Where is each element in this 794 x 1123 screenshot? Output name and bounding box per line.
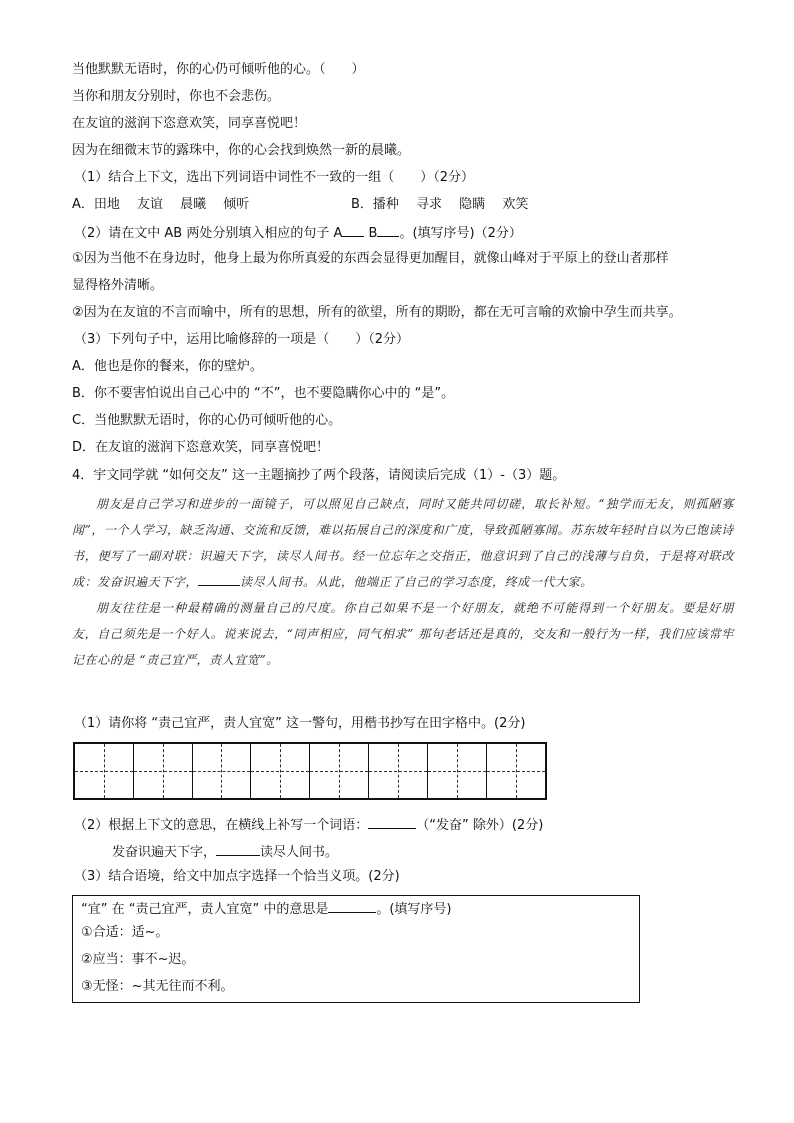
subquestion-2-line-blank[interactable] <box>216 841 260 856</box>
question-2-mid: B <box>368 226 378 241</box>
grid-cell[interactable] <box>134 744 193 798</box>
subquestion-2-prefix: （2）根据上下文的意思，在横线上补写一个词语： <box>74 818 369 833</box>
question-1: （1）结合上下文，选出下列词语中词性不一致的一组（ ）（2分） <box>74 170 475 185</box>
grid-cell[interactable] <box>251 744 310 798</box>
question-4: 4．宇文同学就 “如何交友” 这一主题摘抄了两个段落，请阅读后完成（1）-（3）题。 <box>72 468 566 483</box>
subquestion-1: （1）请你将 “责己宜严，责人宜宽” 这一警句，用楷书抄写在田字格中。(2分) <box>74 716 526 731</box>
question-3-option-b: B．你不要害怕说出自己心中的 “不”，也不要隐瞒你心中的 “是”。 <box>72 386 455 401</box>
grid-cell[interactable] <box>193 744 252 798</box>
subquestion-2-line <box>112 841 338 863</box>
reading-passage <box>72 491 734 673</box>
subquestion-2-blank[interactable] <box>368 814 416 829</box>
sentence-1-line-b: 显得格外清晰。 <box>72 278 164 293</box>
subquestion-2-suffix: （“发奋” 除外）(2分) <box>416 818 544 833</box>
subquestion-2-line-suffix: 读尽人间书。 <box>260 845 339 860</box>
grid-cell[interactable] <box>369 744 428 798</box>
question-3: （3）下列句子中，运用比喻修辞的一项是（ ）（2分） <box>74 332 410 347</box>
answer-blank-b[interactable] <box>377 222 399 237</box>
subquestion-2-line-prefix: 发奋识遍天下字， <box>112 845 217 860</box>
question-2-suffix: 。(填写序号)（2分） <box>399 226 522 241</box>
passage-paragraph-2: 朋友往往是一种最精确的测量自己的尺度。你自己如果不是一个好朋友，就绝不可能得到一个好朋友。要是好朋友，自己须先是一个好人。说来说去，“同声相应，同气相求” 那句老话还是真的，交友和一般行为一样，我们应该常牢记在心的是 “责己宜严，责人宜宽”。 <box>72 601 734 667</box>
definition-blank[interactable] <box>328 898 376 913</box>
definition-prompt <box>81 898 452 920</box>
grid-cell[interactable] <box>428 744 487 798</box>
grid-cell[interactable] <box>487 744 546 798</box>
line-4: 因为在细微末节的露珠中，你的心会找到焕然一新的晨曦。 <box>72 143 411 158</box>
question-3-option-d: D．在友谊的滋润下恣意欢笑，同享喜悦吧！ <box>72 440 330 455</box>
sentence-2: ②因为在友谊的不言而喻中，所有的思想，所有的欲望，所有的期盼，都在无可言喻的欢愉中孕生而共享。 <box>72 305 682 320</box>
grid-cell[interactable] <box>75 744 134 798</box>
line-3: 在友谊的滋润下恣意欢笑，同享喜悦吧！ <box>72 116 307 131</box>
definition-option-3: ③无怪：~其无往而不利。 <box>81 979 234 994</box>
definition-option-2: ②应当：事不~迟。 <box>81 952 195 967</box>
tianzige-grid[interactable] <box>73 742 547 800</box>
grid-cell[interactable] <box>310 744 369 798</box>
passage-paragraph-1-part-a: 朋友是自己学习和进步的一面镜子，可以照见自己缺点，同时又能共同切磋，取长补短。“独学而无友，则孤陋寡闻”，一个人学习，缺乏沟通、交流和反馈，难以拓展自己的深度和广度，导致孤陋寡闻。苏东坡年轻时自以为已饱读诗书，便写了一副对联：识遍天下字，读尽人间书。经一位忘年之交指正，他意识到了自己的浅薄与自负，于是将对联改成：发奋识遍天下字， <box>72 497 734 589</box>
question-1-option-a: A．田地 友谊 晨曦 倾听 <box>72 197 250 212</box>
question-1-option-b: B．播种 寻求 隐瞒 欢笑 <box>351 197 529 212</box>
definition-prompt-suffix: 。(填写序号) <box>376 902 452 917</box>
line-1: 当他默默无语时，你的心仍可倾听他的心。（ ） <box>72 62 365 77</box>
subquestion-3: （3）结合语境，给文中加点字选择一个恰当义项。(2分) <box>74 869 400 884</box>
definition-prompt-prefix: “宜” 在 “责己宜严，责人宜宽” 中的意思是 <box>81 902 329 917</box>
subquestion-2 <box>74 814 543 836</box>
question-2 <box>74 222 522 244</box>
question-3-option-a: A．他也是你的餐来，你的壁炉。 <box>72 359 263 374</box>
question-3-option-c: C．当他默默无语时，你的心仍可倾听他的心。 <box>72 413 342 428</box>
question-2-prefix: （2）请在文中 AB 两处分别填入相应的句子 A <box>74 226 343 241</box>
line-2: 当你和朋友分别时，你也不会悲伤。 <box>72 89 281 104</box>
passage-blank[interactable] <box>198 571 240 586</box>
sentence-1-line-a: ①因为当他不在身边时，他身上最为你所真爱的东西会显得更加醒目，就像山峰对于平原上的登山者那样 <box>72 251 669 266</box>
passage-paragraph-1-part-b: 读尽人间书。从此，他端正了自己的学习态度，终成一代大家。 <box>240 575 593 589</box>
definition-option-1: ①合适：适~。 <box>81 925 169 940</box>
passage-paragraph-1 <box>72 491 734 595</box>
answer-blank-a[interactable] <box>342 222 364 237</box>
definition-box <box>72 895 640 1003</box>
